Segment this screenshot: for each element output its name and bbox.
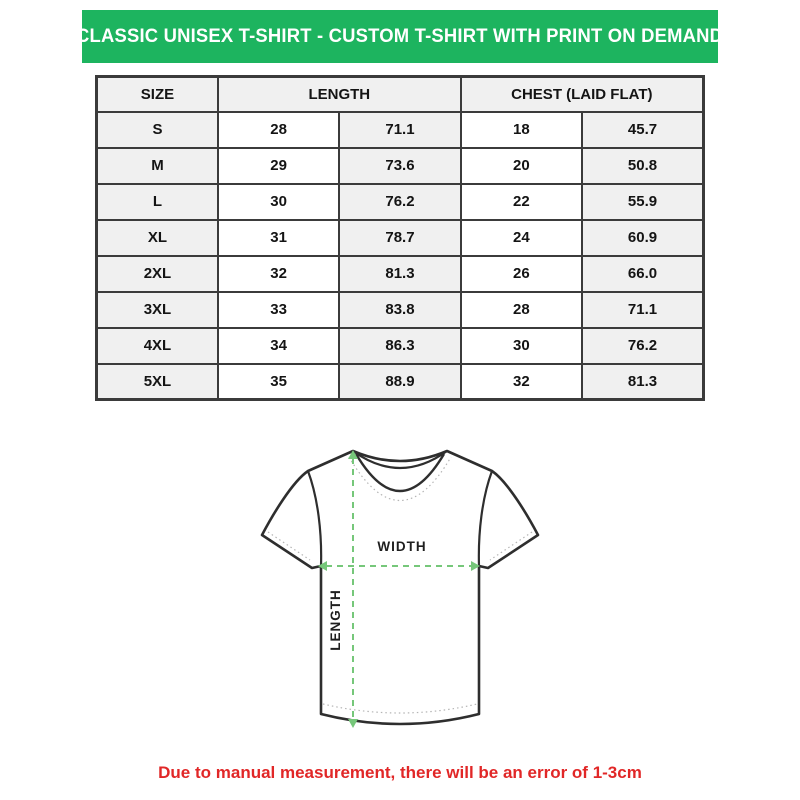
size-chart	[95, 75, 705, 401]
title-banner	[76, 10, 724, 63]
size-cell: L	[97, 184, 218, 220]
chest-in-cell: 18	[461, 112, 582, 148]
size-cell: 2XL	[97, 256, 218, 292]
chest-in-cell: 20	[461, 148, 582, 184]
length-in-cell: 31	[218, 220, 339, 256]
length-in-cell: 32	[218, 256, 339, 292]
width-label: WIDTH	[377, 539, 427, 554]
length-arrowhead-bottom	[348, 719, 358, 728]
chest-cm-cell: 81.3	[582, 364, 703, 400]
length-in-cell: 30	[218, 184, 339, 220]
size-table	[95, 75, 705, 401]
chest-in-cell: 24	[461, 220, 582, 256]
chest-cm-cell: 50.8	[582, 148, 703, 184]
table-row-4xl	[97, 328, 704, 364]
size-cell: 3XL	[97, 292, 218, 328]
chest-cm-cell: 66.0	[582, 256, 703, 292]
table-row-2xl	[97, 256, 704, 292]
chest-in-cell: 26	[461, 256, 582, 292]
table-row-m	[97, 148, 704, 184]
table-row-s	[97, 112, 704, 148]
chest-cm-cell: 60.9	[582, 220, 703, 256]
chest-cm-cell: 76.2	[582, 328, 703, 364]
size-cell: XL	[97, 220, 218, 256]
chest-cm-cell: 45.7	[582, 112, 703, 148]
table-row-xl	[97, 220, 704, 256]
length-cm-cell: 78.7	[339, 220, 460, 256]
size-cell: 5XL	[97, 364, 218, 400]
length-cm-cell: 76.2	[339, 184, 460, 220]
table-row-5xl	[97, 364, 704, 400]
length-in-cell: 34	[218, 328, 339, 364]
length-cm-cell: 83.8	[339, 292, 460, 328]
header-length: LENGTH	[218, 77, 461, 112]
measurement-error-note: Due to manual measurement, there will be an error of 1-3cm	[158, 763, 642, 782]
length-in-cell: 29	[218, 148, 339, 184]
chest-in-cell: 28	[461, 292, 582, 328]
chest-in-cell: 32	[461, 364, 582, 400]
tshirt-measurement-diagram	[250, 438, 550, 750]
chest-in-cell: 30	[461, 328, 582, 364]
page-title: CLASSIC UNISEX T-SHIRT - CUSTOM T-SHIRT WITH PRINT ON DEMAND	[76, 25, 724, 47]
header-chest: CHEST (LAID FLAT)	[461, 77, 704, 112]
chest-cm-cell: 71.1	[582, 292, 703, 328]
size-cell: M	[97, 148, 218, 184]
header-size: SIZE	[97, 77, 218, 112]
tshirt-diagram-svg	[250, 438, 550, 750]
length-in-cell: 35	[218, 364, 339, 400]
length-cm-cell: 71.1	[339, 112, 460, 148]
chest-cm-cell: 55.9	[582, 184, 703, 220]
length-cm-cell: 88.9	[339, 364, 460, 400]
length-cm-cell: 81.3	[339, 256, 460, 292]
length-in-cell: 33	[218, 292, 339, 328]
size-cell: S	[97, 112, 218, 148]
table-row-3xl	[97, 292, 704, 328]
size-cell: 4XL	[97, 328, 218, 364]
header-row	[97, 77, 704, 112]
length-cm-cell: 86.3	[339, 328, 460, 364]
table-row-l	[97, 184, 704, 220]
length-label: LENGTH	[328, 589, 343, 651]
length-in-cell: 28	[218, 112, 339, 148]
chest-in-cell: 22	[461, 184, 582, 220]
length-cm-cell: 73.6	[339, 148, 460, 184]
